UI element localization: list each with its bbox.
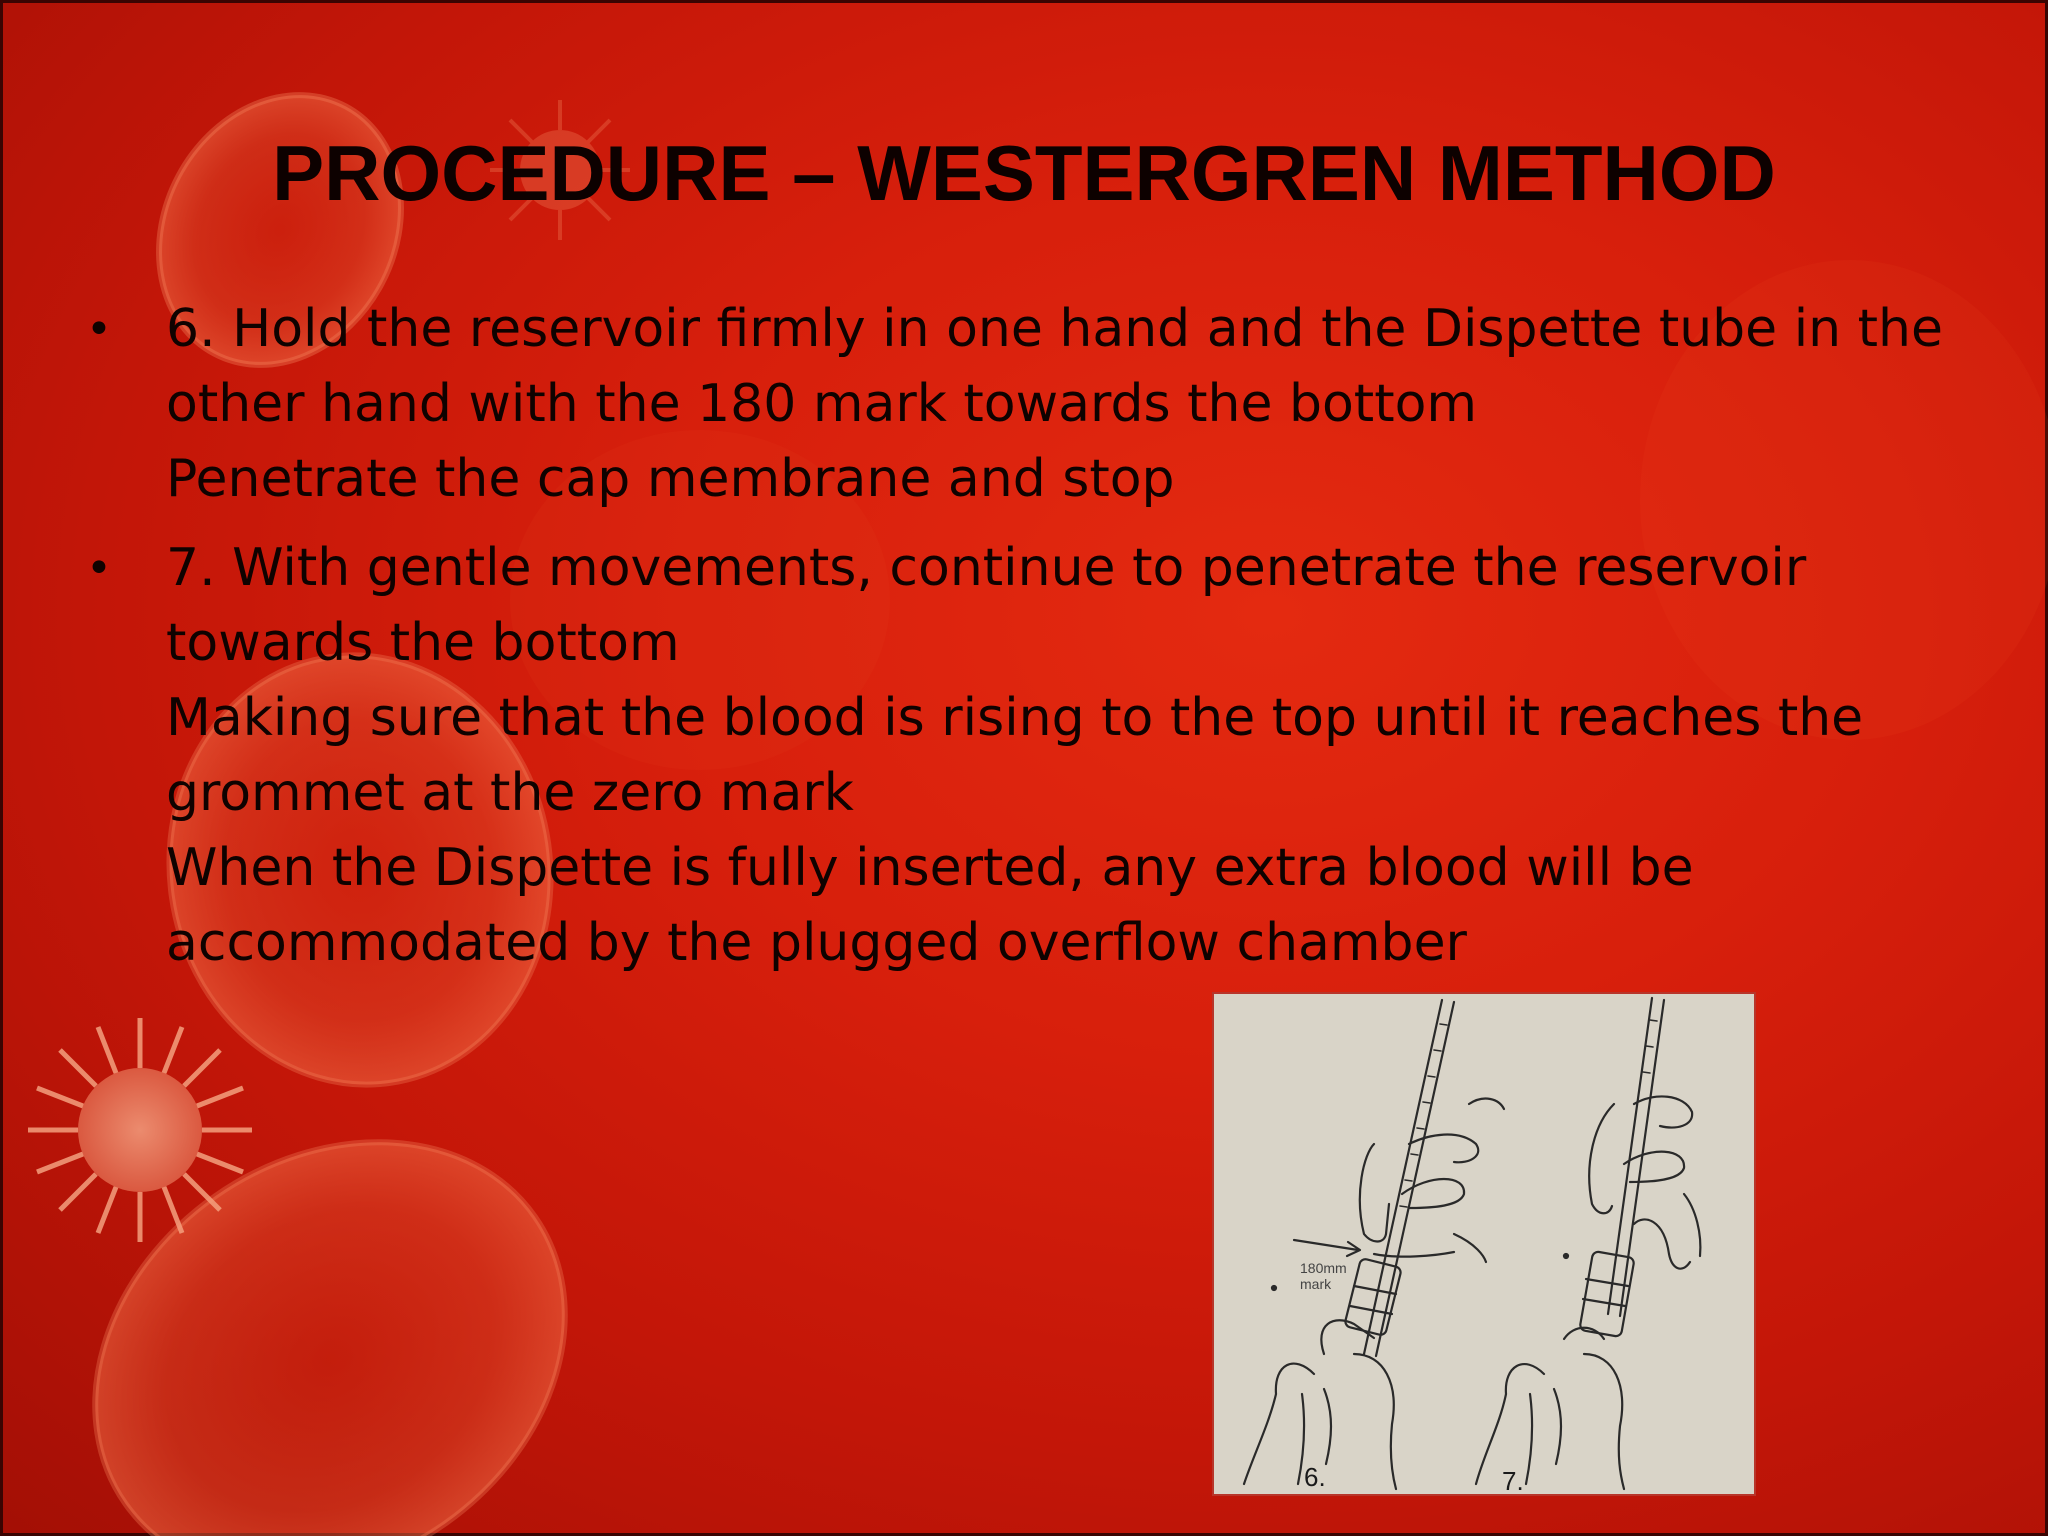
bullet-item-step-7	[86, 531, 1966, 981]
virus-icon	[28, 1018, 252, 1242]
bullet-icon: •	[86, 304, 112, 355]
dispette-illustration	[1214, 994, 1754, 1494]
bullet-line: 7. With gentle movements, continue to penetrate the reservoir	[166, 538, 1807, 598]
mark-label-line-2: mark	[1300, 1276, 1332, 1292]
dispette-tube-step-6	[1364, 1000, 1454, 1356]
bullet-line: Penetrate the cap membrane and stop	[166, 449, 1175, 509]
bullet-line: grommet at the zero mark	[166, 763, 854, 823]
step-label-7: 7.	[1502, 1466, 1524, 1496]
dispette-drawing	[1214, 994, 1754, 1494]
mark-label	[1300, 1260, 1347, 1292]
bullet-line: other hand with the 180 mark towards the bottom	[166, 374, 1478, 434]
slide-title: PROCEDURE – WESTERGREN METHOD	[272, 129, 1776, 217]
bullet-icon: •	[86, 543, 112, 594]
step-label-6: 6.	[1304, 1462, 1326, 1492]
bullet-line: Making sure that the blood is rising to the top until it reaches the	[166, 688, 1864, 748]
bullet-line: When the Dispette is fully inserted, any extra blood will be	[166, 838, 1694, 898]
bullet-line: accommodated by the plugged overflow chamber	[166, 913, 1467, 973]
bullet-line: 6. Hold the reservoir firmly in one hand and the Dispette tube in the	[166, 299, 1943, 359]
bullet-item-step-6	[86, 292, 1966, 517]
bullet-line: towards the bottom	[166, 613, 680, 673]
bullet-list	[86, 292, 1966, 995]
mark-label-line-1: 180mm	[1300, 1260, 1347, 1276]
